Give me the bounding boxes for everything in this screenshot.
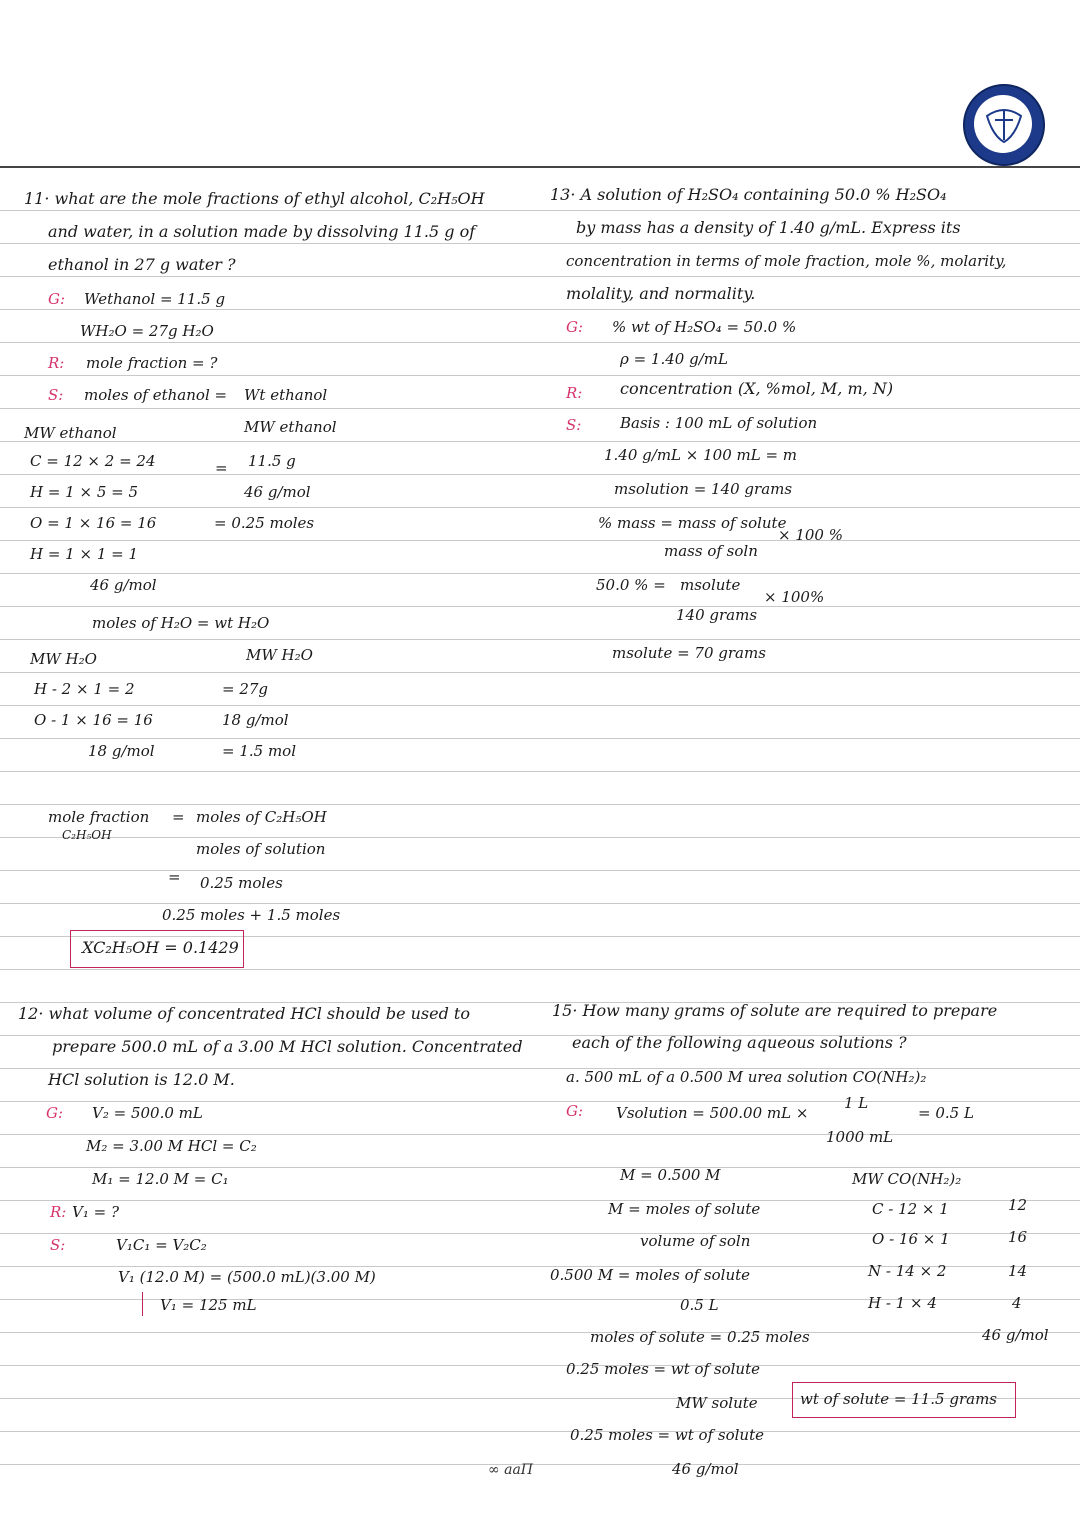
fraction-denominator: MW H₂O xyxy=(246,646,313,664)
mw-total: 46 g/mol xyxy=(90,576,157,594)
ruled-line xyxy=(0,342,1080,343)
fraction-numerator: = 27g xyxy=(222,680,269,698)
solution-step: moles of ethanol = xyxy=(84,386,228,404)
solution-step: 0.25 moles = wt of solute xyxy=(566,1360,760,1378)
ruled-line xyxy=(0,1167,1080,1168)
ruled-line xyxy=(0,672,1080,673)
university-seal-icon xyxy=(963,84,1045,166)
mw-total: 18 g/mol xyxy=(88,742,155,760)
solution-label: S: xyxy=(566,416,582,434)
mole-fraction-label: mole fraction xyxy=(48,808,150,826)
mw-row: H - 1 × 4 xyxy=(868,1294,937,1312)
mole-fraction-subscript: C₂H₅OH xyxy=(62,828,112,842)
ruled-line xyxy=(0,309,1080,310)
answer-value: XC₂H₅OH = 0.1429 xyxy=(82,938,239,957)
fraction-denominator: mass of soln xyxy=(664,542,758,560)
mw-heading: MW CO(NH₂)₂ xyxy=(852,1170,962,1188)
mw-row: C - 12 × 1 xyxy=(872,1200,949,1218)
ruled-line xyxy=(0,804,1080,805)
given-value: Wethanol = 11.5 g xyxy=(84,290,226,308)
solution-step: moles of solute = 0.25 moles xyxy=(590,1328,810,1346)
ruled-line xyxy=(0,1035,1080,1036)
ruled-line xyxy=(0,1431,1080,1432)
fraction-denominator: 0.5 L xyxy=(680,1296,719,1314)
header-rule xyxy=(0,166,1080,168)
footer-mark: ∞ ааП xyxy=(488,1462,534,1478)
solution-step: moles of H₂O = wt H₂O xyxy=(92,614,270,632)
fraction-denominator: 1000 mL xyxy=(826,1128,894,1146)
ruled-line xyxy=(0,837,1080,838)
fraction-denominator: 46 g/mol xyxy=(672,1460,739,1478)
mw-row: O - 1 × 16 = 16 xyxy=(34,711,153,729)
ruled-line xyxy=(0,210,1080,211)
p12-question-line: prepare 500.0 mL of a 3.00 M HCl solution. Concentrated xyxy=(52,1037,523,1056)
solution-step: Basis : 100 mL of solution xyxy=(620,414,818,432)
equals-sign: = xyxy=(172,808,185,826)
p15-question-line: a. 500 mL of a 0.500 M urea solution CO(NH₂)₂ xyxy=(566,1068,927,1086)
ruled-line xyxy=(0,738,1080,739)
ruled-line xyxy=(0,507,1080,508)
required-label: R: xyxy=(566,384,583,402)
solution-step: % mass = mass of solute xyxy=(598,514,787,532)
solution-step: V₁C₁ = V₂C₂ xyxy=(116,1236,207,1254)
fraction-denominator: MW solute xyxy=(676,1394,758,1412)
p13-question-line: by mass has a density of 1.40 g/mL. Express its xyxy=(576,218,961,237)
p13-question-line: concentration in terms of mole fraction, mole %, molarity, xyxy=(566,252,1007,270)
mw-row-value: 4 xyxy=(1012,1294,1022,1312)
result-value: = 0.5 L xyxy=(918,1104,974,1122)
given-value: % wt of H₂SO₄ = 50.0 % xyxy=(612,318,797,336)
solution-step: M = 0.500 M xyxy=(620,1166,721,1184)
ruled-line xyxy=(0,870,1080,871)
fraction-numerator: msolute xyxy=(680,576,741,594)
given-label: G: xyxy=(48,290,66,308)
given-value: M₂ = 3.00 M HCl = C₂ xyxy=(86,1137,257,1155)
fraction-numerator: moles of C₂H₅OH xyxy=(196,808,327,826)
fraction-denominator: MW ethanol xyxy=(244,418,337,436)
ruled-line xyxy=(0,1332,1080,1333)
ruled-line xyxy=(0,1464,1080,1465)
required-label: R: xyxy=(48,354,65,372)
ruled-line xyxy=(0,474,1080,475)
given-value: Vsolution = 500.00 mL × xyxy=(616,1104,809,1122)
solution-label: S: xyxy=(50,1236,66,1254)
mw-row: H - 2 × 1 = 2 xyxy=(34,680,135,698)
fraction-denominator: 46 g/mol xyxy=(244,483,311,501)
fraction-denominator: volume of soln xyxy=(640,1232,751,1250)
p11-question-line: ethanol in 27 g water ? xyxy=(48,255,236,274)
multiplier: × 100 % xyxy=(778,526,843,544)
ruled-line xyxy=(0,1365,1080,1366)
required-value: concentration (X, %mol, M, m, N) xyxy=(620,379,894,398)
p15-question-line: each of the following aqueous solutions ? xyxy=(572,1033,907,1052)
multiplier: × 100% xyxy=(764,588,825,606)
fraction-numerator: 1 L xyxy=(844,1094,869,1112)
result-value: = 1.5 mol xyxy=(222,742,297,760)
ruled-line xyxy=(0,705,1080,706)
ruled-line xyxy=(0,606,1080,607)
mw-row: H = 1 × 5 = 5 xyxy=(30,483,139,501)
ruled-line xyxy=(0,1101,1080,1102)
equals-sign: = xyxy=(215,459,228,477)
mw-heading: MW ethanol xyxy=(24,424,117,442)
mw-row-value: 12 xyxy=(1008,1196,1028,1214)
mw-row-value: 14 xyxy=(1008,1262,1028,1280)
given-label: G: xyxy=(46,1104,64,1122)
mw-heading: MW H₂O xyxy=(30,650,97,668)
answer-value: wt of solute = 11.5 grams xyxy=(800,1390,997,1408)
fraction-denominator: 0.25 moles + 1.5 moles xyxy=(162,906,341,924)
answer-value: V₁ = 125 mL xyxy=(160,1296,257,1314)
p13-question-line: 13· A solution of H₂SO₄ containing 50.0 % H₂SO₄ xyxy=(550,185,947,204)
fraction-denominator: 18 g/mol xyxy=(222,711,289,729)
p11-question-line: and water, in a solution made by dissolving 11.5 g of xyxy=(48,222,476,241)
fraction-denominator: 140 grams xyxy=(676,606,758,624)
fraction-numerator: Wt ethanol xyxy=(244,386,328,404)
ruled-line xyxy=(0,903,1080,904)
p12-question-line: HCl solution is 12.0 M. xyxy=(48,1070,235,1089)
mw-row: O = 1 × 16 = 16 xyxy=(30,514,157,532)
mw-row: H = 1 × 1 = 1 xyxy=(30,545,139,563)
ruled-line xyxy=(0,969,1080,970)
mw-row: O - 16 × 1 xyxy=(872,1230,950,1248)
ruled-line xyxy=(0,243,1080,244)
required-value: mole fraction = ? xyxy=(86,354,218,372)
given-value: M₁ = 12.0 M = C₁ xyxy=(92,1170,229,1188)
ruled-line xyxy=(0,573,1080,574)
required-value: V₁ = ? xyxy=(72,1203,119,1221)
mw-total: 46 g/mol xyxy=(982,1326,1049,1344)
solution-step: msolute = 70 grams xyxy=(612,644,766,662)
fraction-denominator: moles of solution xyxy=(196,840,326,858)
mw-row: C = 12 × 2 = 24 xyxy=(30,452,156,470)
p12-question-line: 12· what volume of concentrated HCl should be used to xyxy=(18,1004,470,1023)
mw-row: N - 14 × 2 xyxy=(868,1262,947,1280)
ruled-line xyxy=(0,408,1080,409)
given-label: G: xyxy=(566,318,584,336)
solution-step: 0.25 moles = wt of solute xyxy=(570,1426,764,1444)
fraction-numerator: 11.5 g xyxy=(248,452,296,470)
ruled-line xyxy=(0,375,1080,376)
ruled-line xyxy=(0,639,1080,640)
p15-question-line: 15· How many grams of solute are required to prepare xyxy=(552,1001,998,1020)
solution-step: 50.0 % = xyxy=(596,576,666,594)
given-label: G: xyxy=(566,1102,584,1120)
equals-sign: = xyxy=(168,868,181,886)
result-value: = 0.25 moles xyxy=(214,514,315,532)
mw-row-value: 16 xyxy=(1008,1228,1028,1246)
fraction-numerator: 0.25 moles xyxy=(200,874,283,892)
required-label: R: xyxy=(50,1203,67,1221)
ruled-line xyxy=(0,771,1080,772)
solution-step: 1.40 g/mL × 100 mL = m xyxy=(604,446,798,464)
solution-step: V₁ (12.0 M) = (500.0 mL)(3.00 M) xyxy=(118,1268,376,1286)
ruled-line xyxy=(0,441,1080,442)
ruled-line xyxy=(0,1134,1080,1135)
given-value: WH₂O = 27g H₂O xyxy=(80,322,214,340)
solution-step: M = moles of solute xyxy=(608,1200,761,1218)
solution-step: 0.500 M = moles of solute xyxy=(550,1266,751,1284)
solution-label: S: xyxy=(48,386,64,404)
p13-question-line: molality, and normality. xyxy=(566,284,756,303)
solution-step: msolution = 140 grams xyxy=(614,480,793,498)
ruled-line xyxy=(0,540,1080,541)
given-value: ρ = 1.40 g/mL xyxy=(620,350,728,368)
ruled-line xyxy=(0,276,1080,277)
p11-question-line: 11· what are the mole fractions of ethyl alcohol, C₂H₅OH xyxy=(24,189,485,208)
given-value: V₂ = 500.0 mL xyxy=(92,1104,203,1122)
